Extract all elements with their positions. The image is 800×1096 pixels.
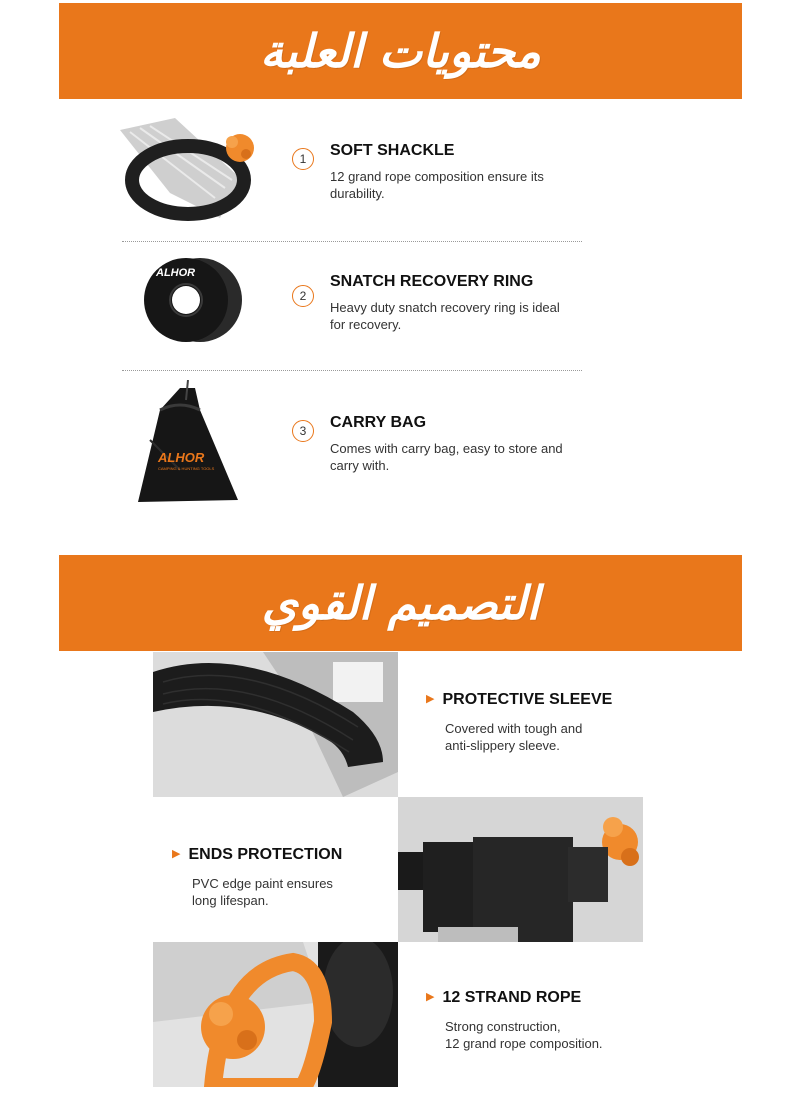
contents-title: محتويات العلبة bbox=[260, 24, 541, 78]
feature-title bbox=[172, 846, 342, 864]
feature-description-line: Covered with tough and bbox=[445, 721, 583, 736]
feature-description-line: PVC edge paint ensures bbox=[192, 876, 333, 891]
contents-banner bbox=[59, 3, 742, 99]
divider bbox=[122, 241, 582, 242]
item-description bbox=[330, 168, 590, 202]
brand-name: ALHOR bbox=[158, 450, 205, 465]
step-number: 3 bbox=[292, 420, 314, 442]
feature-description bbox=[445, 720, 645, 754]
list-item bbox=[120, 380, 590, 505]
item-description-line: Comes with carry bag, easy to store and bbox=[330, 441, 563, 456]
feature-description bbox=[192, 875, 392, 909]
feature-description-line: long lifespan. bbox=[192, 893, 269, 908]
feature-description-line: anti-slippery sleeve. bbox=[445, 738, 560, 753]
design-title: التصميم القوي bbox=[261, 576, 540, 630]
divider bbox=[122, 370, 582, 371]
soft-shackle-image bbox=[120, 118, 260, 228]
step-number: 2 bbox=[292, 285, 314, 307]
design-banner bbox=[59, 555, 742, 651]
strand-rope-photo bbox=[153, 942, 398, 1087]
item-title: SNATCH RECOVERY RING bbox=[330, 273, 534, 290]
item-title: SOFT SHACKLE bbox=[330, 142, 455, 159]
feature-title bbox=[426, 989, 581, 1007]
triangle-bullet-icon: ▶ bbox=[426, 991, 435, 1003]
brand-tagline: CAMPING & HUNTING TOOLS bbox=[158, 466, 215, 471]
list-item bbox=[120, 118, 590, 228]
feature-title-text: 12 STRAND ROPE bbox=[442, 989, 582, 1006]
step-number: 1 bbox=[292, 148, 314, 170]
list-item bbox=[120, 255, 590, 355]
item-description bbox=[330, 299, 590, 333]
triangle-bullet-icon: ▶ bbox=[426, 693, 435, 705]
item-description-line: Heavy duty snatch recovery ring is ideal bbox=[330, 300, 560, 315]
feature-description bbox=[445, 1018, 665, 1052]
item-description-line: 12 grand rope composition ensure its bbox=[330, 169, 544, 184]
protective-sleeve-photo bbox=[153, 652, 398, 797]
feature-title bbox=[426, 691, 612, 709]
carry-bag-image bbox=[120, 380, 260, 505]
feature-title-text: ENDS PROTECTION bbox=[188, 846, 343, 863]
item-description-line: carry with. bbox=[330, 458, 390, 473]
feature-description-line: Strong construction, bbox=[445, 1019, 561, 1034]
item-description-line: durability. bbox=[330, 186, 385, 201]
ends-protection-photo bbox=[398, 797, 643, 942]
item-title: CARRY BAG bbox=[330, 414, 427, 431]
item-description bbox=[330, 440, 590, 474]
item-description-line: for recovery. bbox=[330, 317, 402, 332]
feature-title-text: PROTECTIVE SLEEVE bbox=[442, 691, 613, 708]
brand-name: ALHOR bbox=[156, 267, 196, 279]
triangle-bullet-icon: ▶ bbox=[172, 848, 181, 860]
feature-description-line: 12 grand rope composition. bbox=[445, 1036, 603, 1051]
